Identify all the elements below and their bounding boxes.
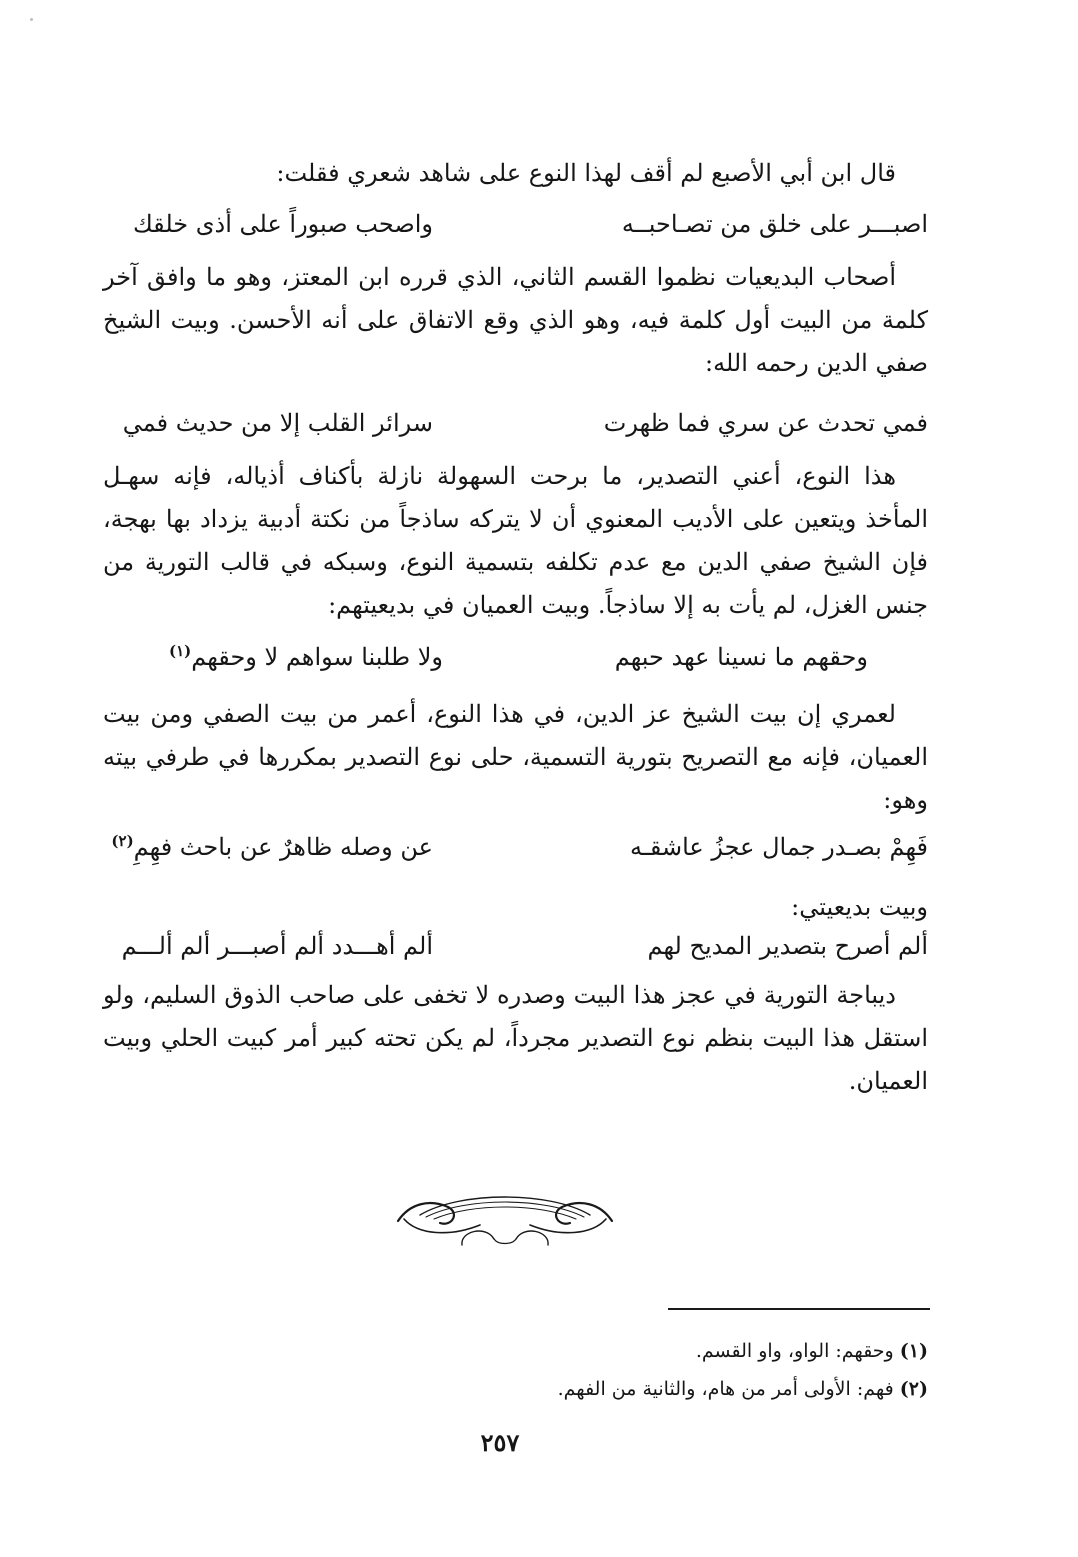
verse-5-first-hemistich: ألم أصرح بتصدير المديح لهم: [647, 932, 928, 960]
footnote-1-text: وحقهم: الواو، واو القسم.: [695, 1340, 894, 1362]
flourish-ornament: [390, 1185, 620, 1255]
paragraph-tasdir: هذا النوع، أعني التصدير، ما برحت السهولة نازلة بأكناف أذياله، فإنه سهـل المأخذ ويتعين على الأديب المعنوي أن لا يتركه ساذجاً من نكتة أدبية يزداد بها بهجة، فإن الشيخ صفي الدين مع عدم تكلفه بتسمية النوع، وسبكه في قالب التورية من جنس الغزل، لم يأت به إلا ساذجاً. وبيت العميان في بديعيتهم:: [103, 462, 928, 619]
paragraph-dibaja: ديباجة التورية في عجز هذا البيت وصدره لا تخفى على صاحب الذوق السليم، ولو استقل هذا البيت بنظم نوع التصدير مجرداً، لم يكن تحته كبير أمر كبيت الحلي وبيت العميان.: [103, 981, 928, 1095]
verse-3-first-hemistich: وحقهم ما نسينا عهد حبهم: [614, 643, 868, 671]
verse-5: [103, 925, 928, 968]
scan-speck: [30, 18, 33, 21]
verse-1-first-hemistich: اصبـــر على خلق من تصـاحبــه: [621, 210, 928, 238]
footnote-separator: [668, 1308, 930, 1310]
verse-4: [103, 826, 928, 869]
verse-2: [103, 402, 928, 445]
paragraph-badiiyat: أصحاب البديعيات نظموا القسم الثاني، الذي قرره ابن المعتز، وهو ما وافق آخر كلمة من البيت أول كلمة فيه، وهو الذي وقع الاتفاق على أنه الأحسن. وبيت الشيخ صفي الدين رحمه الله:: [103, 263, 928, 377]
verse-5-second-hemistich: ألم أهـــدد ألم أصبـــر ألم ألـــم: [121, 932, 433, 960]
verse-2-second-hemistich: سرائر القلب إلا من حديث فمي: [122, 409, 433, 437]
verse-3: [103, 636, 928, 679]
footnotes: [328, 1332, 928, 1408]
footnote-ref-1: (١): [168, 642, 192, 660]
paragraph-izz-aldin: لعمري إن بيت الشيخ عز الدين، في هذا النوع، أعمر من بيت الصفي ومن بيت العميان، فإنه مع التصريح بتورية التسمية، حلى نوع التصدير بمكررها في طرفي بيته وهو:: [103, 700, 928, 814]
verse-1: [103, 203, 928, 246]
body-text-verse-4: [103, 826, 928, 869]
footnote-2: [328, 1370, 928, 1408]
footnote-2-text: فهم: الأولى أمر من هام، والثانية من الفهم.: [557, 1378, 894, 1400]
paragraph-my-badiiya: وبيت بديعيتي:: [791, 893, 928, 921]
page-number: ٢٥٧: [480, 1428, 520, 1457]
verse-3-second-hemistich-text: ولا طلبنا سواهم لا وحقهم: [191, 643, 443, 671]
verse-2-first-hemistich: فمي تحدث عن سري فما ظهرت: [603, 409, 928, 437]
paragraph-intro: قال ابن أبي الأصبع لم أقف لهذا النوع على شاهد شعري فقلت:: [276, 159, 896, 187]
body-text-lower: [103, 636, 928, 822]
footnote-1-number: (١): [899, 1340, 928, 1362]
body-text-middle: [103, 402, 928, 627]
verse-3-second-hemistich: [103, 636, 443, 679]
verse-4-first-hemistich: فَهِمْ بصـدر جمال عجزُ عاشقـه: [629, 833, 928, 861]
verse-4-second-hemistich-text: عن وصله ظاهرٌ عن باحث فهِمِ: [133, 833, 433, 861]
body-text-top: [103, 152, 928, 385]
footnote-ref-2: (٢): [111, 832, 134, 850]
verse-4-second-hemistich: [103, 826, 433, 869]
footnote-1: [328, 1332, 928, 1370]
verse-1-second-hemistich: واصحب صبوراً على أذى خلقك: [132, 210, 433, 238]
body-text-bottom: [103, 886, 928, 1103]
footnote-2-number: (٢): [899, 1378, 928, 1400]
